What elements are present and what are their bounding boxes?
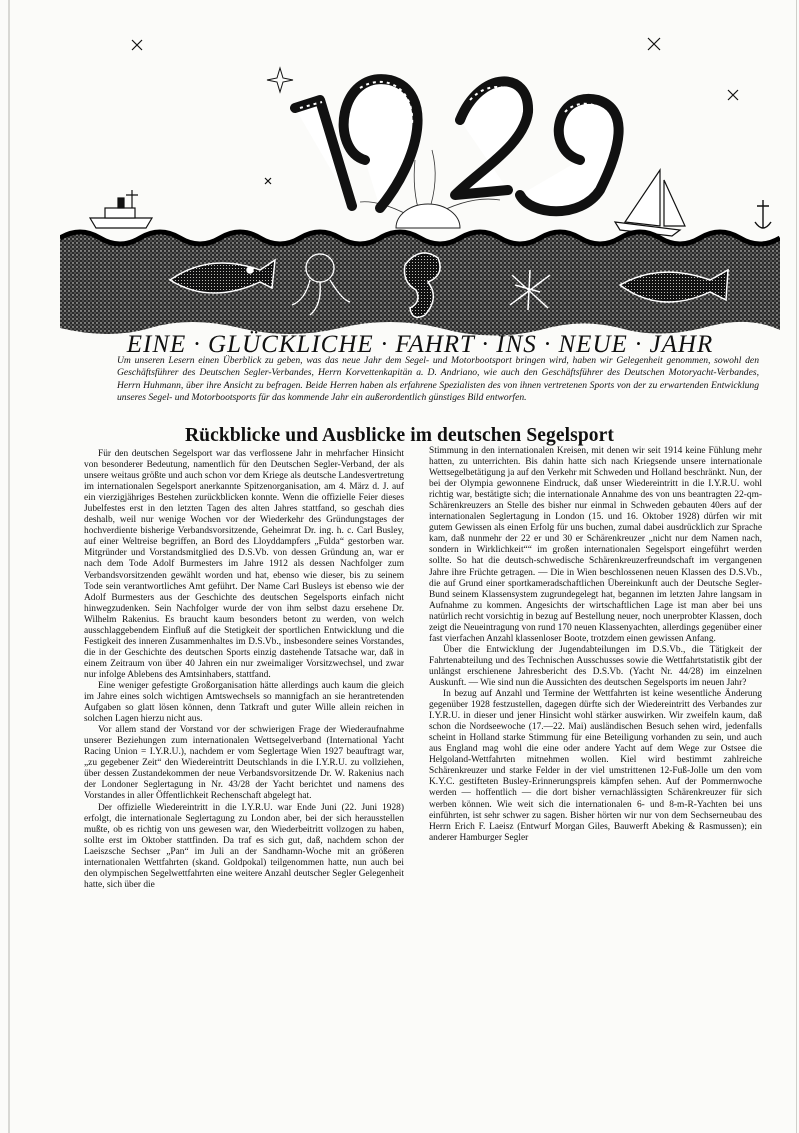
star-icon bbox=[267, 68, 293, 92]
article-paragraph: Stimmung in den internationalen Kreisen, mit denen wir seit 1914 keine Fühlung mehr hatten, zu unterrichten. Bis dahin hatte sich nach Kriegsende unsere internationale Wettsegelbetätigung ja auf den Verkehr mit Schweden und Holland beschränkt. Nun, der bei der Olympia gewonnene Eindruck, daß unser Wiedereintritt in die I.Y.R.U. wohl richtig war, bestätigte sich; die internationale Annahme des von uns beantragten 22-qm-Schärenkreuzers an Stelle des bisher nur einmal in Schweden gebauten 40ers auf der internationalen Seglertagung in London (15. und 16. Oktober 1928) dürfen wir mit gutem Gewissen als einen Erfolg für uns buchen, zumal dabei ausdrücklich zur Sprache kam, daß nunmehr der 22 er und 30 er Schärenkreuzer „nicht nur dem Namen nach, sondern in Wirklichkeit““ im großen internationalen Segelsport eingeführt werden sollte. So hat die deutsch-schwedische Schärenkreuzerfreundschaft im vergangenen Jahre ihre Früchte getragen. — Die in Wien beschlossenen neuen Klassen des D.S.Vb., die auf Grund einer sportkameradschaftlichen Übereinkunft auch der Deutsche Segler-Bund seinem Klassensystem zugrundegelegt hat, begannen im letzten Jahre langsam in Aufnahme zu kommen. Angesichts der wirtschaftlichen Lage ist man aber bei uns natürlich recht vorsichtig in bezug auf Bestellung neuer, noch unerprobter Klassen, doch zeigt die Neueintragung von rund 170 neuen Klassenyachten, allerdings gegenüber einer fast vierfachen Anzahl klassenloser Boote, trotzdem einen gewissen Anfang. bbox=[429, 446, 762, 644]
anchor-icon bbox=[755, 200, 771, 228]
article-column-right bbox=[429, 446, 762, 844]
article-paragraph: Der offizielle Wiedereintritt in die I.Y.R.U. war Ende Juni (22. Juni 1928) erfolgt, die internationale Seglertagung zu London aber, bei der sich herausstellen mußte, ob es richtig von uns gewesen war, den Wiederbeitritt vollzogen zu haben, sollte erst im Oktober stattfinden. Da traf es sich gut, daß, nachdem schon der Laeiszsche Sechser „Pan“ im Juli an der Sandhamn-Woche mit an größeren internationalen Wettfahrten (skand. Goldpokal) teilgenommen hatte, nun auch bei den olympischen Segelwettfahrten eine weitere Anzahl deutscher Segler Gelegenheit hatte, sich über die bbox=[84, 802, 404, 890]
intro-paragraph bbox=[117, 355, 759, 404]
article-paragraph: Eine weniger gefestigte Großorganisation hätte allerdings auch kaum die gleich im Jahre eines solch wichtigen Amtswechsels so mannigfach an sie herantretenden Aufgaben so glatt lösen können, denn Tatkraft und guter Wille allein reichen in solchen Lagen hierzu nicht aus. bbox=[84, 680, 404, 725]
year-digits bbox=[295, 79, 619, 211]
article-paragraph: Über die Entwicklung der Jugendabteilungen im D.S.Vb., die Tätigkeit der Fahrtenabteilung und des Technischen Ausschusses sowie die Wettfahrtstatistik gibt der unlängst erschienene Jahresbericht des D.S.Vb. (Yacht Nr. 44/28) im einzelnen Auskunft. — Wie sind nun die Aussichten des deutschen Segelsports im neuen Jahr? bbox=[429, 644, 762, 688]
article-title: Rückblicke und Ausblicke im deutschen Segelsport bbox=[185, 425, 614, 446]
new-year-illustration bbox=[60, 30, 780, 360]
intro-text: Um unseren Lesern einen Überblick zu geben, was das neue Jahr dem Segel- und Motorbootsport bringen wird, haben wir Gelegenheit genommen, sowohl den Geschäftsführer des Deutschen Segler-Verbandes, Herrn Korvettenkapitän a. D. Andriano, wie auch den Geschäftsführer des Deutschen Motoryacht-Verbandes, Herrn Huhmann, über ihre Ansicht zu befragen. Beide Herren haben als erfahrene Spezialisten des von ihnen vertretenen Sports von der zu erwartenden Entwicklung unseres Segel- und Motorbootsports für das kommende Jahr ein außerordentlich günstiges Bild entworfen. bbox=[117, 355, 759, 403]
article-paragraph: In bezug auf Anzahl und Termine der Wettfahrten ist keine wesentliche Änderung gegenüber 1928 festzustellen, dagegen dürfte sich der Wiedereintritt des Verbandes zur I.Y.R.U. in dieser und jener Hinsicht wohl stärker auswirken. Wir zweifeln kaum, daß schon die Nordseewoche (17.—22. Mai) ausländischen Besuch sehen wird, jedenfalls scheint in Holland starke Stimmung für eine Beteiligung vorhanden zu sein, und auch aus England mag wohl die eine oder andere Yacht auf dem Wege zur Ostsee die Helgoland-Wettfahrten mitnehmen wollen. Kiel wird bestimmt zahlreiche Schärenkreuzer und starke Felder in der viel umstrittenen 12-Fuß-Jolle um den vom K.Y.C. gestifteten Busley-Erinnerungspreis kämpfen sehen. Auf der Pommernwoche werden — hoffentlich — die dort bisher vernachlässigten Schärenkreuzer für sich werben können. Wie weit sich die internationalen 6- und 8-m-R-Yachten bei uns einführten, ist sehr schwer zu sagen. Bisher hörten wir nur von dem Sechserneubau des Herrn Erich F. Laeisz (Entwurf Morgan Giles, Bauwerft Abeking & Rasmussen); ein anderer Hamburger Segler bbox=[429, 689, 762, 843]
ship-icon bbox=[90, 190, 152, 228]
banner-text: EINE · GLÜCKLICHE · FAHRT · INS · NEUE · JAHR bbox=[126, 331, 714, 358]
sailboat-icon bbox=[615, 170, 685, 236]
article-paragraph: Vor allem stand der Vorstand vor der schwierigen Frage der Wiederaufnahme unserer Beziehungen zum internationalen Wettsegelverband (International Yacht Racing Union = I.Y.R.U.), nachdem er vom Seglertage Wien 1927 beauftragt war, „zu gegebener Zeit“ den Wiedereintritt Deutschlands in die I.Y.R.U. zu vollziehen, über dessen Zustandekommen der neue Verbandsvorsitzende Dr. W. Rakenius nach der Londoner Seglertagung in Nr. 43/28 der Yacht berichtet und namens des Vorstandes in aller Öffentlichkeit Rechenschaft abgelegt hat. bbox=[84, 725, 404, 802]
article-paragraph: Für den deutschen Segelsport war das verflossene Jahr in mehrfacher Hinsicht von besonderer Bedeutung, namentlich für den Deutschen Segler-Verband, der als unsere weitaus größte und auch schon vor dem Kriege als deutsche Landesvertretung im internationalen Segelsport anerkannte Spitzenorganisation, am 4. März d. J. auf ein vierzigjähriges Bestehen zurückblicken konnte. Wenn die offizielle Feier dieses Jubelfestes erst in den letzten Tagen des alten Jahres stattfand, so geschah dies deshalb, weil nur wenige Wochen vor der Wiederkehr des Gründungstages der hochverdiente bisherige Verbandsvorsitzende, Geheimrat Dr. ing. h. c. Carl Busley, auf einer Weltreise begriffen, an Bord des Lloyddampfers „Fulda“ gestorben war. Mitgründer und Vorstandsmitglied des D.S.Vb. von dessen Gründung an, war er nach dem Tode Adolf Burmesters im Jahre 1912 als dessen Nachfolger zum Verbandsvorsitzenden gewählt worden und hat, ebenso wie dieser, bis zu seinem Tode sein verantwortliches Amt geführt. Der Name Carl Busleys ist ebenso wie der Adolf Burmesters aus der Geschichte des deutschen Segelsports einfach nicht hinwegzudenken. Sein Nachfolger wurde der von ihm selbst dazu ersehene Dr. Wilhelm Rakenius. Es braucht kaum besonders betont zu werden, von welch ausschlaggebendem Einfluß auf die Stetigkeit der sportlichen Entwicklung und die Festigkeit des inneren Zusammenhaltes im D.S.Vb., insbesondere seines Vorstandes, die in der Geschichte des deutschen Sports einzig dastehende Tatsache war, daß in einem Zeitraum von über 40 Jahren ein nur zweimaliger Vorsitzwechsel, und zwar nur infolge Ablebens des Amtsinhabers, stattfand. bbox=[84, 449, 404, 680]
star-icon bbox=[132, 38, 738, 184]
article-column-left bbox=[84, 449, 404, 891]
page-edge bbox=[796, 0, 797, 1133]
page-edge bbox=[8, 0, 10, 1133]
